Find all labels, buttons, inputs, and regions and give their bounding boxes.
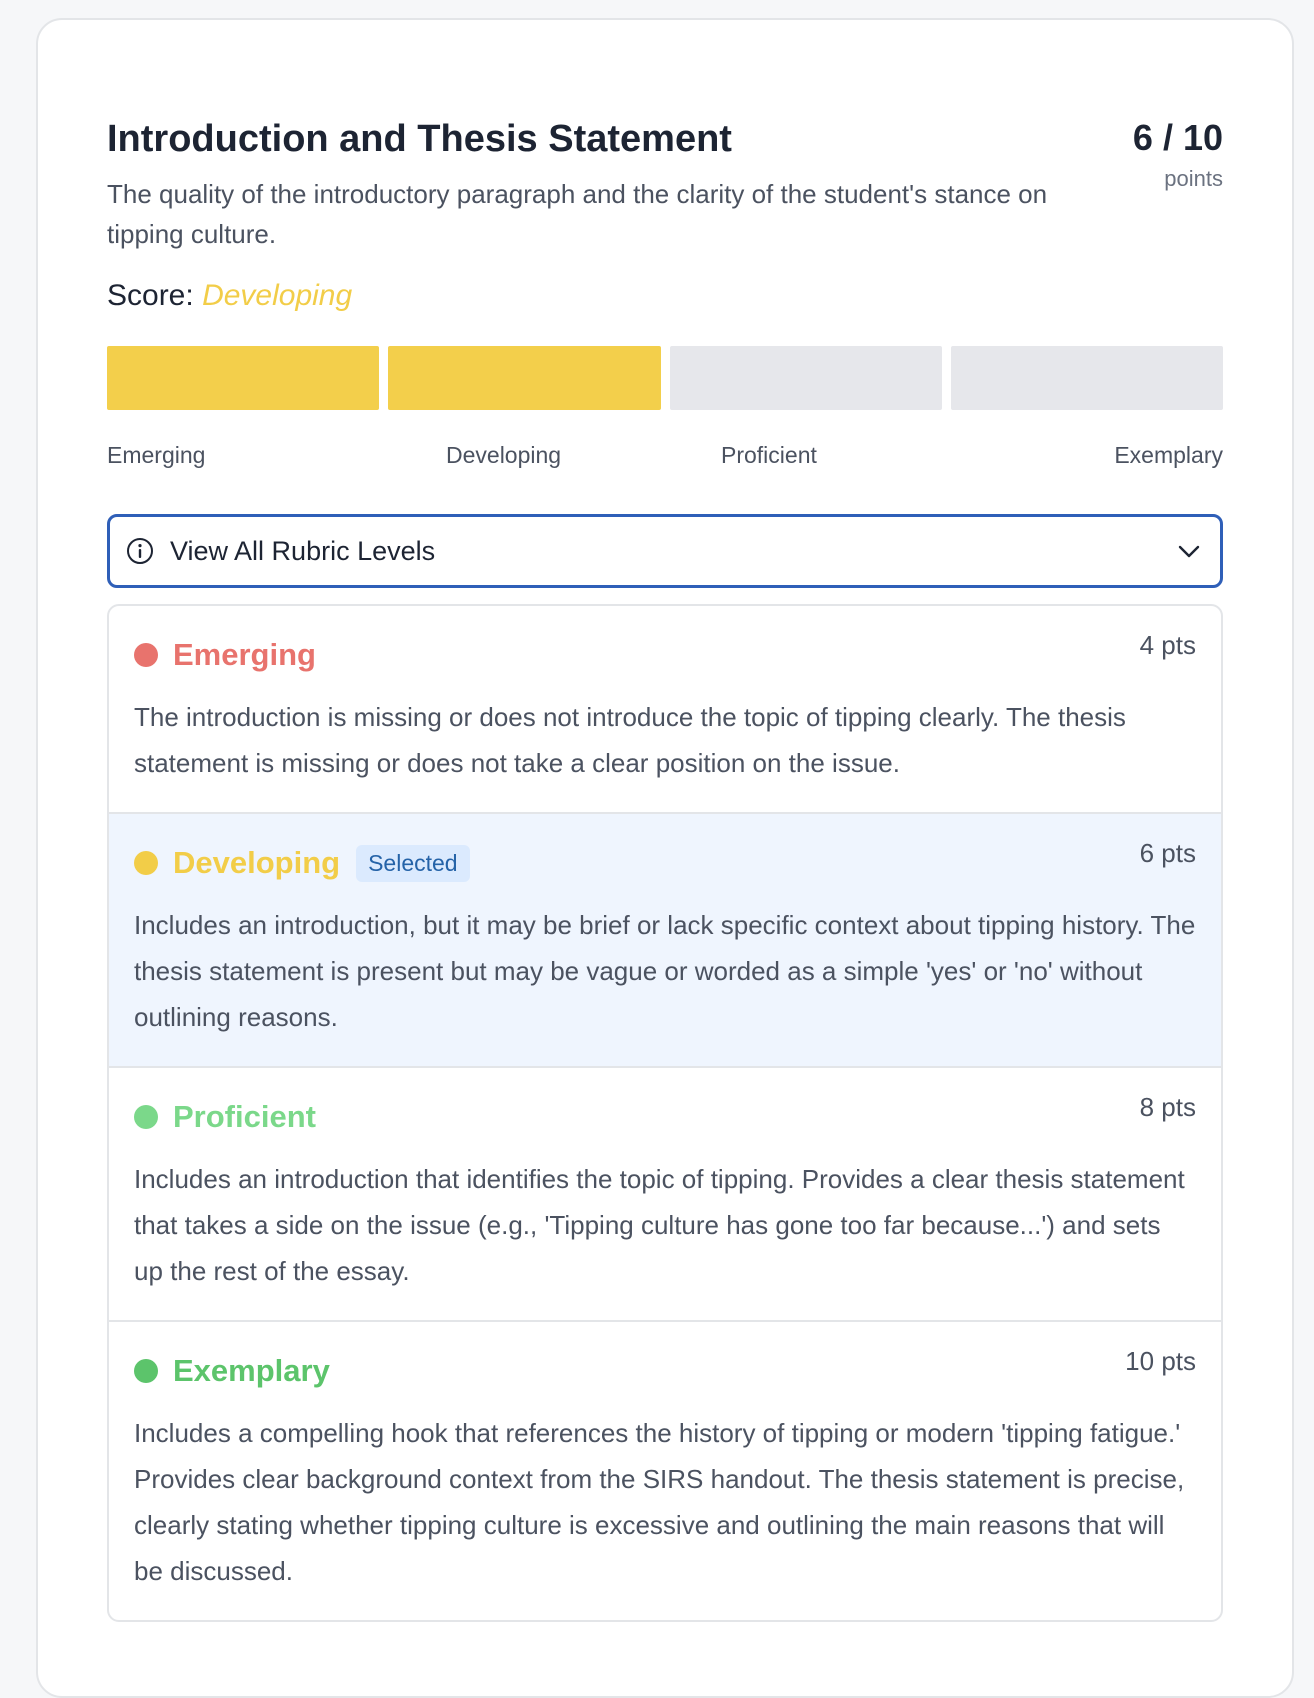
criterion-title: Introduction and Thesis Statement [107, 118, 732, 160]
toggle-label: View All Rubric Levels [170, 535, 436, 566]
level-description: Includes an introduction that identifies the topic of tipping. Provides a clear thesis statement that takes a side on the issue (e.g., 'Tipping culture has gone too far because...') and sets up the rest of the essay. [134, 1164, 1185, 1286]
score-label: Score: [107, 279, 194, 312]
score-level: Developing [202, 279, 353, 312]
rubric-criterion-card [36, 18, 1294, 1698]
level-name: Proficient [173, 1099, 316, 1134]
level-name: Emerging [173, 637, 316, 672]
score-progress-bar [107, 346, 1223, 410]
progress-label-proficient: Proficient [721, 442, 817, 468]
card-content [107, 90, 1223, 1622]
level-header [134, 1348, 1196, 1394]
level-color-dot [134, 643, 158, 667]
level-description: Includes an introduction, but it may be brief or lack specific context about tipping history. The thesis statement is present but may be vague or worded as a simple 'yes' or 'no' without outlining reasons. [134, 910, 1196, 1032]
progress-segment-proficient [670, 346, 942, 410]
points-unit: points [1164, 166, 1223, 191]
score-line [107, 276, 1223, 316]
rubric-level-developing[interactable] [109, 812, 1221, 1066]
chevron-down-icon [1176, 538, 1202, 564]
level-header [134, 840, 1196, 886]
progress-segment-exemplary [951, 346, 1223, 410]
progress-label-exemplary: Exemplary [1114, 442, 1223, 468]
criterion-description: The quality of the introductory paragraph and the clarity of the student's stance on tipping culture. [107, 179, 1048, 249]
level-points: 6 pts [1139, 838, 1196, 868]
level-description: The introduction is missing or does not introduce the topic of tipping clearly. The thesis statement is missing or does not take a clear position on the issue. [134, 702, 1126, 778]
progress-segment-emerging [107, 346, 379, 410]
level-color-dot [134, 1105, 158, 1129]
level-points: 10 pts [1125, 1346, 1196, 1376]
level-points: 4 pts [1139, 630, 1196, 660]
level-description: Includes a compelling hook that references the history of tipping or modern 'tipping fatigue.' Provides clear background context from the SIRS handout. The thesis statement is precise, clearly stating whether tipping culture is excessive and outlining the main reasons that will be discussed. [134, 1418, 1185, 1586]
progress-segment-developing [388, 346, 660, 410]
progress-labels [107, 442, 1223, 472]
level-name: Developing [173, 845, 341, 880]
progress-label-developing: Developing [446, 442, 562, 468]
criterion-header [107, 90, 1223, 254]
criterion-points [1133, 116, 1223, 192]
criterion-text [107, 90, 1067, 254]
rubric-level-emerging[interactable] [109, 606, 1221, 812]
level-header [134, 632, 1196, 678]
rubric-levels-list [107, 604, 1223, 1622]
rubric-level-proficient[interactable] [109, 1066, 1221, 1320]
points-value: 6 / 10 [1132, 117, 1223, 158]
progress-label-emerging: Emerging [107, 442, 206, 468]
level-header [134, 1094, 1196, 1140]
info-icon [126, 537, 154, 565]
level-name: Exemplary [173, 1353, 330, 1388]
view-all-rubric-levels-toggle[interactable] [107, 514, 1223, 588]
rubric-level-exemplary[interactable] [109, 1320, 1221, 1620]
level-points: 8 pts [1139, 1092, 1196, 1122]
selected-badge: Selected [356, 845, 470, 882]
level-color-dot [134, 851, 158, 875]
level-color-dot [134, 1359, 158, 1383]
